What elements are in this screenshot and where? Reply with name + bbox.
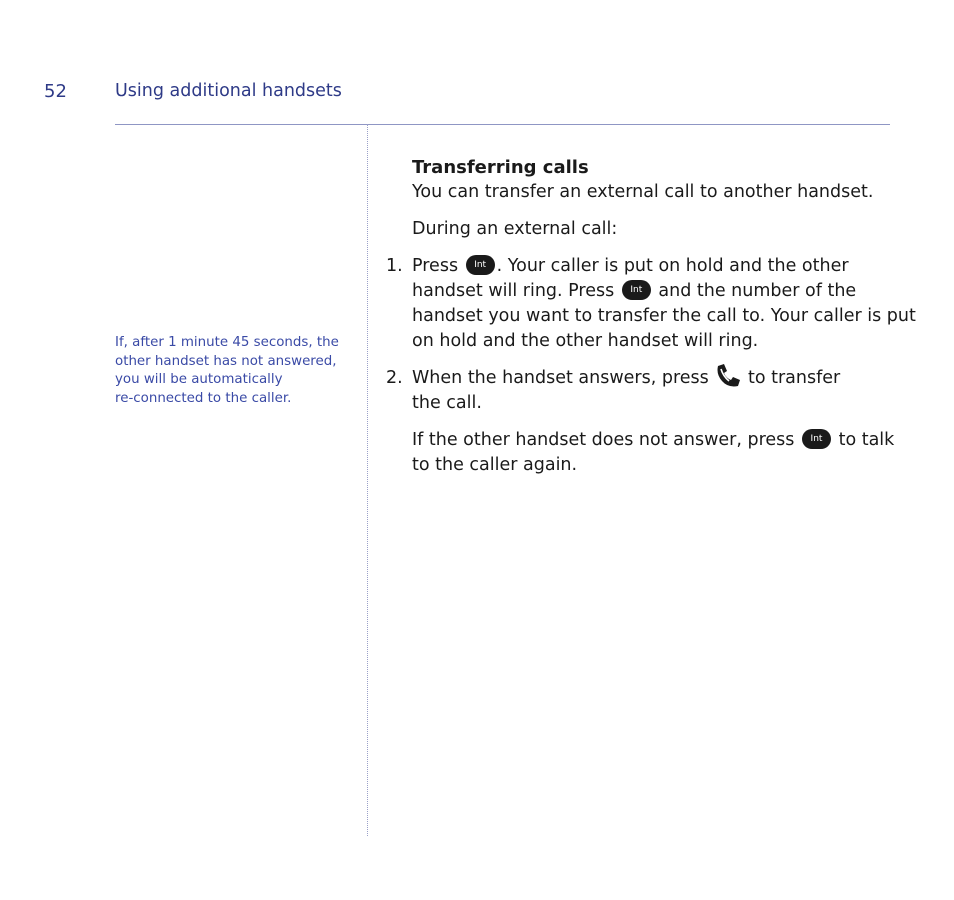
step-line xyxy=(412,254,902,279)
step-text: When the handset answers, press xyxy=(412,368,709,388)
side-note-line: you will be automatically xyxy=(115,372,283,387)
int-button-icon: Int xyxy=(466,255,495,275)
page-section-title: Using additional handsets xyxy=(115,81,342,101)
section-heading: Transferring calls xyxy=(412,157,589,178)
step-text: to transfer xyxy=(747,368,841,388)
no-answer-note xyxy=(412,428,902,478)
step-number: 2. xyxy=(386,368,403,388)
during-call-paragraph: During an external call: xyxy=(412,219,618,239)
column-divider xyxy=(367,124,368,836)
step-text: and the number of the xyxy=(658,281,857,301)
note-text: to talk xyxy=(838,430,895,450)
step-text: handset will ring. Press xyxy=(412,281,615,301)
step-line: the call. xyxy=(412,393,482,413)
end-call-phone-icon xyxy=(714,363,742,389)
step-line: handset you want to transfer the call to. Your caller is put xyxy=(412,306,916,326)
step-line xyxy=(412,279,902,304)
step-number: 1. xyxy=(386,256,403,276)
note-line: to the caller again. xyxy=(412,455,578,475)
step-line xyxy=(412,366,902,391)
side-note-line: re-connected to the caller. xyxy=(115,390,292,406)
note-line xyxy=(412,428,902,453)
intro-paragraph: You can transfer an external call to another handset. xyxy=(412,182,874,202)
header-rule xyxy=(115,124,890,125)
step-1 xyxy=(386,254,916,354)
int-button-icon: Int xyxy=(622,280,651,300)
step-line: on hold and the other handset will ring. xyxy=(412,331,759,351)
side-note xyxy=(115,334,347,408)
step-text: . Your caller is put on hold and the other xyxy=(496,256,849,276)
page-number: 52 xyxy=(44,81,67,102)
main-content xyxy=(386,155,916,490)
note-text: If the other handset does not answer, press xyxy=(412,430,795,450)
side-note-line: If, after 1 minute 45 seconds, the xyxy=(115,335,339,350)
step-2 xyxy=(386,366,902,416)
int-button-icon: Int xyxy=(802,429,831,449)
step-text: Press xyxy=(412,256,459,276)
side-note-line: other handset has not answered, xyxy=(115,353,337,369)
